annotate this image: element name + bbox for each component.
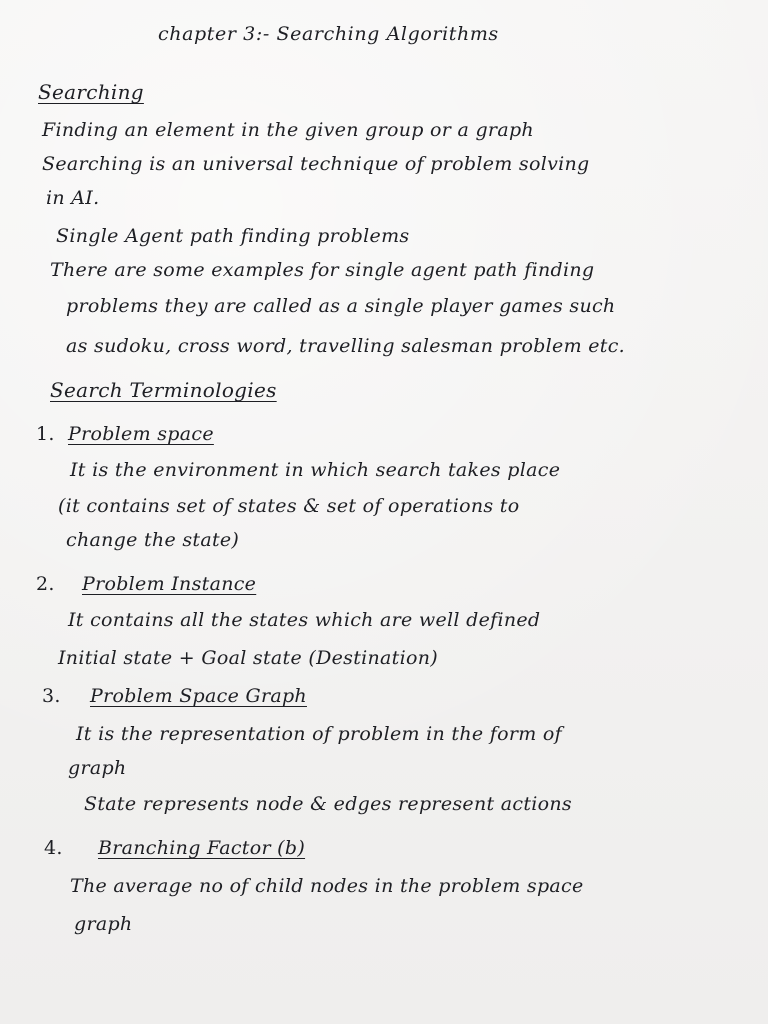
item-1-title: Problem space — [68, 423, 214, 445]
item-4-line-1: The average no of child nodes in the problem space — [70, 875, 584, 897]
item-1-line-2: (it contains set of states & set of operations to — [58, 495, 520, 517]
item-2-line-2: Initial state + Goal state (Destination) — [58, 647, 438, 669]
item-3-line-3: State represents node & edges represent actions — [84, 793, 572, 815]
item-3-title: Problem Space Graph — [90, 685, 307, 707]
single-agent-line-3: as sudoku, cross word, travelling salesman problem etc. — [66, 335, 626, 357]
item-1-line-1: It is the environment in which search takes place — [70, 459, 561, 481]
section-heading-terminologies: Search Terminologies — [50, 378, 277, 402]
page-title: chapter 3:- Searching Algorithms — [158, 23, 499, 45]
searching-line-2: Searching is an universal technique of problem solving — [42, 153, 590, 175]
item-2-title: Problem Instance — [82, 573, 257, 595]
item-3-line-1: It is the representation of problem in the form of — [76, 723, 562, 745]
single-agent-heading: Single Agent path finding problems — [56, 225, 410, 247]
item-2-line-1: It contains all the states which are well defined — [68, 609, 541, 631]
item-4-number: 4. — [44, 837, 63, 859]
searching-line-1: Finding an element in the given group or a graph — [42, 119, 534, 141]
item-4-line-2: graph — [74, 913, 133, 935]
single-agent-line-2: problems they are called as a single player games such — [66, 295, 616, 317]
item-1-line-3: change the state) — [66, 529, 240, 551]
searching-line-3: in AI. — [46, 187, 100, 209]
item-3-number: 3. — [42, 685, 61, 707]
item-2-number: 2. — [36, 573, 55, 595]
item-1-number: 1. — [36, 423, 55, 445]
section-heading-searching: Searching — [38, 80, 144, 104]
item-4-title: Branching Factor (b) — [98, 837, 306, 859]
item-3-line-2: graph — [68, 757, 127, 779]
single-agent-line-1: There are some examples for single agent path finding — [50, 259, 595, 281]
